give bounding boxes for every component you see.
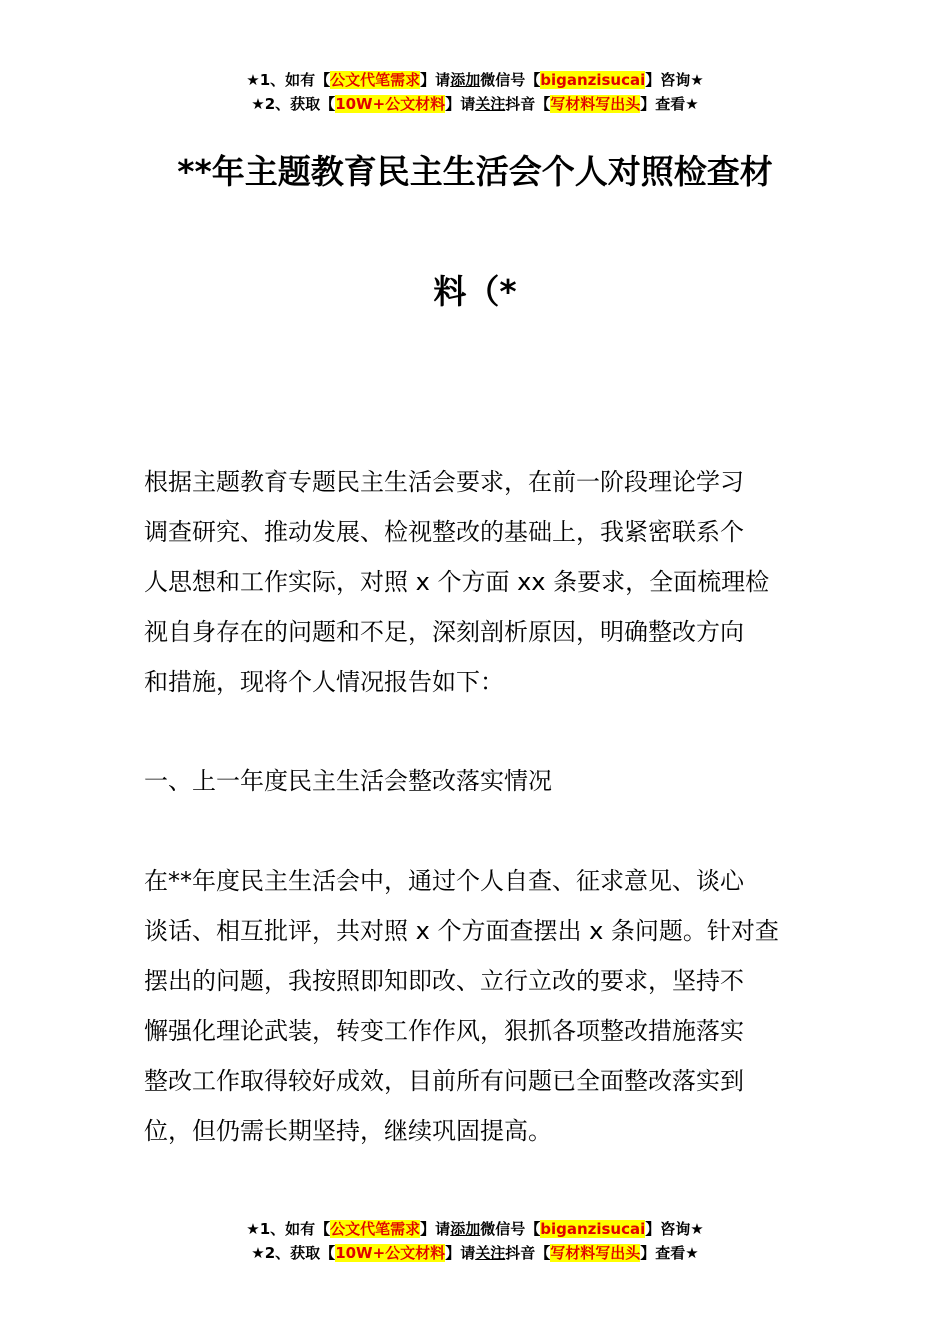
paragraph-line: 和措施，现将个人情况报告如下： [144, 668, 504, 696]
highlight-service: 公文代笔需求 [330, 71, 421, 89]
section-heading-text: 一、上一年度民主生活会整改落实情况 [144, 767, 552, 795]
section-heading-1 [144, 756, 816, 806]
highlight-wechat-id: biganzisucai [540, 71, 646, 89]
banner-text: 】请 [445, 1244, 476, 1262]
top-banner [0, 68, 950, 116]
paragraph-line: 调查研究、推动发展、检视整改的基础上，我紧密联系个 [144, 518, 744, 546]
banner-text: 】请 [420, 1220, 451, 1238]
banner-text: ★1、如有【 [246, 1220, 331, 1238]
banner-text: ★2、获取【 [251, 1244, 336, 1262]
paragraph-line: 谈话、相互批评，共对照 x 个方面查摆出 x 条问题。针对查 [144, 917, 779, 945]
banner-line-1 [0, 1217, 950, 1241]
banner-text: 】咨询★ [645, 71, 704, 89]
banner-text: 】咨询★ [645, 1220, 704, 1238]
section-1-paragraph [144, 856, 816, 1156]
paragraph-line: 人思想和工作实际，对照 x 个方面 xx 条要求，全面梳理检 [144, 568, 770, 596]
highlight-materials: 10W+公文材料 [335, 1244, 446, 1262]
highlight-douyin-account: 写材料写出头 [550, 95, 641, 113]
banner-text: 微信号【 [480, 1220, 541, 1238]
banner-emphasis: 添加 [450, 71, 481, 89]
banner-text: 抖音【 [505, 1244, 551, 1262]
intro-paragraph [144, 457, 816, 707]
paragraph-line: 懈强化理论武装，转变工作作风，狠抓各项整改措施落实 [144, 1017, 744, 1045]
highlight-douyin-account: 写材料写出头 [550, 1244, 641, 1262]
paragraph-line: 在**年度民主生活会中，通过个人自查、征求意见、谈心 [144, 867, 744, 895]
banner-text: ★2、获取【 [251, 95, 336, 113]
banner-text: 】请 [445, 95, 476, 113]
banner-text: 】查看★ [640, 1244, 699, 1262]
banner-text: 微信号【 [480, 71, 541, 89]
highlight-materials: 10W+公文材料 [335, 95, 446, 113]
highlight-service: 公文代笔需求 [330, 1220, 421, 1238]
paragraph-line: 位，但仍需长期坚持，继续巩固提高。 [144, 1117, 552, 1145]
banner-text: 】请 [420, 71, 451, 89]
highlight-wechat-id: biganzisucai [540, 1220, 646, 1238]
paragraph-line: 整改工作取得较好成效，目前所有问题已全面整改落实到 [144, 1067, 744, 1095]
paragraph-line: 根据主题教育专题民主生活会要求，在前一阶段理论学习 [144, 468, 744, 496]
paragraph-line: 摆出的问题，我按照即知即改、立行立改的要求，坚持不 [144, 967, 744, 995]
banner-line-1 [0, 68, 950, 92]
banner-line-2 [0, 92, 950, 116]
document-title-line-1: **年主题教育民主生活会个人对照检查材 [177, 152, 773, 191]
bottom-banner [0, 1217, 950, 1265]
banner-emphasis: 关注 [475, 95, 506, 113]
banner-text: 抖音【 [505, 95, 551, 113]
banner-emphasis: 添加 [450, 1220, 481, 1238]
banner-text: ★1、如有【 [246, 71, 331, 89]
banner-line-2 [0, 1241, 950, 1265]
banner-text: 】查看★ [640, 95, 699, 113]
paragraph-line: 视自身存在的问题和不足，深刻剖析原因，明确整改方向 [144, 618, 744, 646]
banner-emphasis: 关注 [475, 1244, 506, 1262]
document-title-line-2: 料（* [433, 272, 517, 311]
